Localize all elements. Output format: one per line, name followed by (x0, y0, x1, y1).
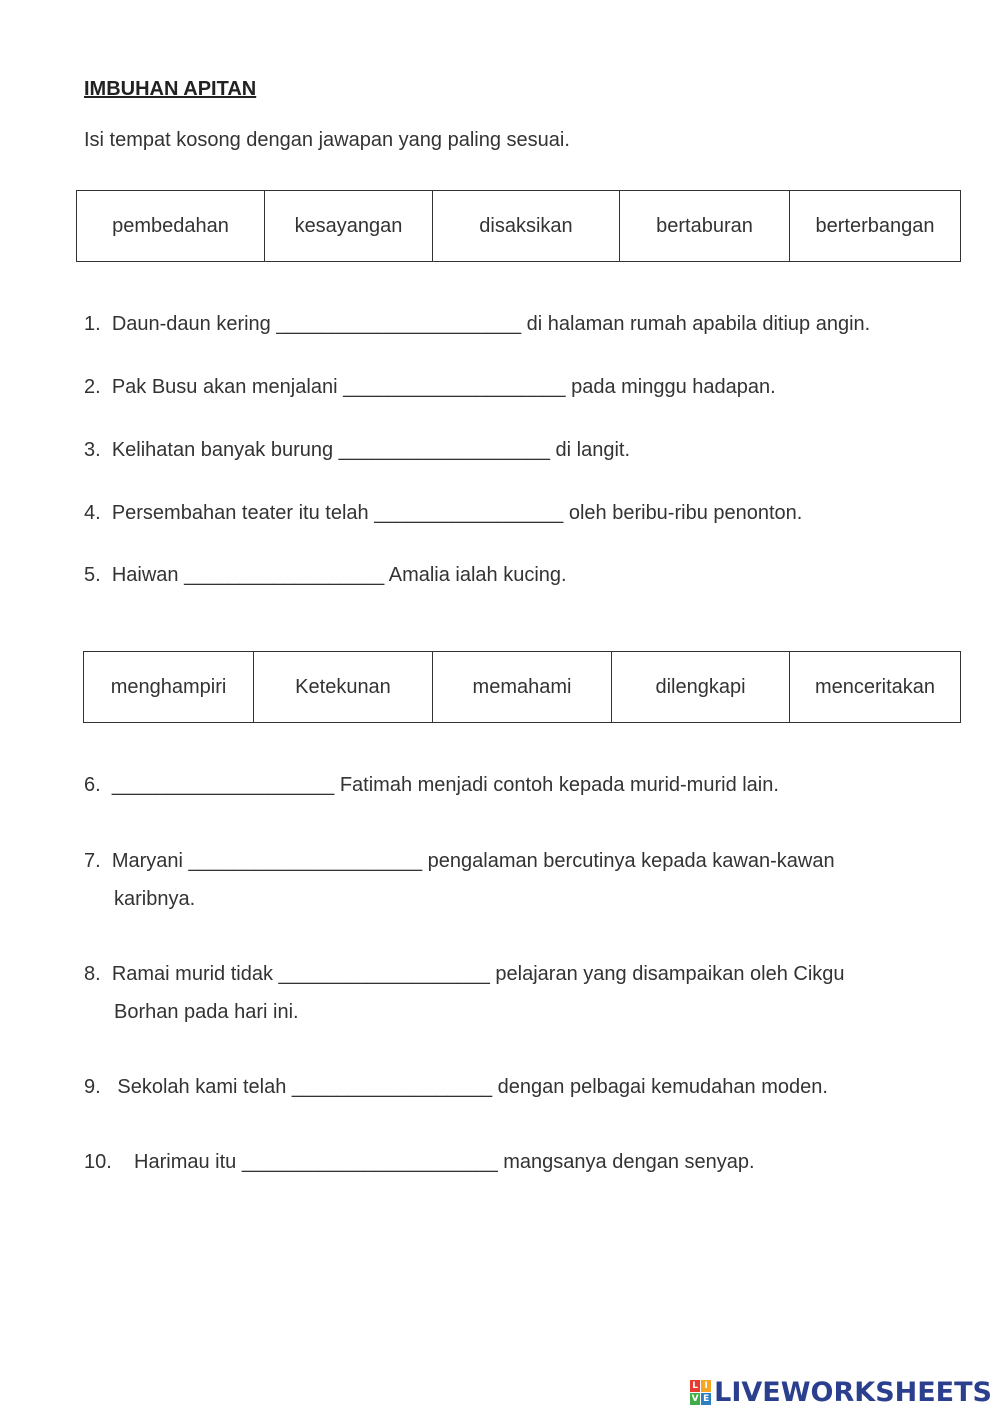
question-2 (84, 368, 776, 406)
word-bank-2-cell: dilengkapi (612, 652, 790, 723)
page-title: IMBUHAN APITAN (84, 78, 257, 100)
question-number: 10. (84, 1151, 112, 1173)
word-bank-1-cell: kesayangan (265, 191, 433, 262)
logo-letter: I (701, 1380, 711, 1392)
word-bank-1-cell: berterbangan (790, 191, 961, 262)
question-number: 2. (84, 376, 101, 398)
question-text-continued: Borhan pada hari ini. (114, 1001, 299, 1023)
question-number: 3. (84, 439, 101, 461)
question-text: Pak Busu akan menjalani ____________________ pada minggu hadapan. (111, 376, 776, 398)
question-number: 5. (84, 564, 101, 586)
question-number: 6. (84, 774, 101, 796)
question-9 (84, 1068, 828, 1106)
word-bank-2 (83, 651, 961, 723)
word-bank-2-cell: memahami (433, 652, 612, 723)
word-bank-1-cell: bertaburan (620, 191, 790, 262)
question-1 (84, 305, 870, 343)
word-bank-1-cell: disaksikan (433, 191, 620, 262)
question-text: Ramai murid tidak ___________________ pelajaran yang disampaikan oleh Cikgu (111, 963, 845, 985)
question-text: Kelihatan banyak burung ___________________ di langit. (111, 439, 631, 461)
question-number: 7. (84, 850, 101, 872)
question-6 (84, 766, 779, 804)
question-number: 9. (84, 1076, 101, 1098)
question-4 (84, 494, 802, 532)
logo-letter: L (690, 1380, 700, 1392)
question-number: 4. (84, 502, 101, 524)
word-bank-1 (76, 190, 961, 262)
word-bank-2-cell: menceritakan (790, 652, 961, 723)
question-5 (84, 556, 567, 594)
question-text: Persembahan teater itu telah _________________ oleh beribu-ribu penonton. (111, 502, 803, 524)
question-text: Daun-daun kering ______________________ di halaman rumah apabila ditiup angin. (111, 313, 871, 335)
liveworksheets-watermark (690, 1377, 992, 1407)
question-text: Harimau itu _______________________ mangsanya dengan senyap. (134, 1151, 755, 1173)
question-text: Haiwan __________________ Amalia ialah kucing. (111, 564, 567, 586)
question-text: Maryani _____________________ pengalaman bercutinya kepada kawan-kawan (111, 850, 835, 872)
question-10 (84, 1143, 755, 1181)
liveworksheets-logo-icon (690, 1380, 711, 1405)
word-bank-2-cell: menghampiri (84, 652, 254, 723)
question-text: Sekolah kami telah __________________ dengan pelbagai kemudahan moden. (117, 1076, 828, 1098)
question-text-continued: karibnya. (114, 888, 196, 910)
word-bank-1-cell: pembedahan (77, 191, 265, 262)
question-text: ____________________ Fatimah menjadi contoh kepada murid-murid lain. (111, 774, 779, 796)
question-3 (84, 431, 630, 469)
logo-letter: V (691, 1393, 699, 1404)
question-7 (84, 842, 835, 918)
question-number: 8. (84, 963, 101, 985)
question-8 (84, 955, 845, 1031)
watermark-text: LIVEWORKSHEETS (714, 1376, 992, 1408)
word-bank-2-cell: Ketekunan (254, 652, 433, 723)
question-number: 1. (84, 313, 101, 335)
instruction-text: Isi tempat kosong dengan jawapan yang paling sesuai. (84, 129, 570, 151)
logo-letter: E (703, 1393, 710, 1404)
